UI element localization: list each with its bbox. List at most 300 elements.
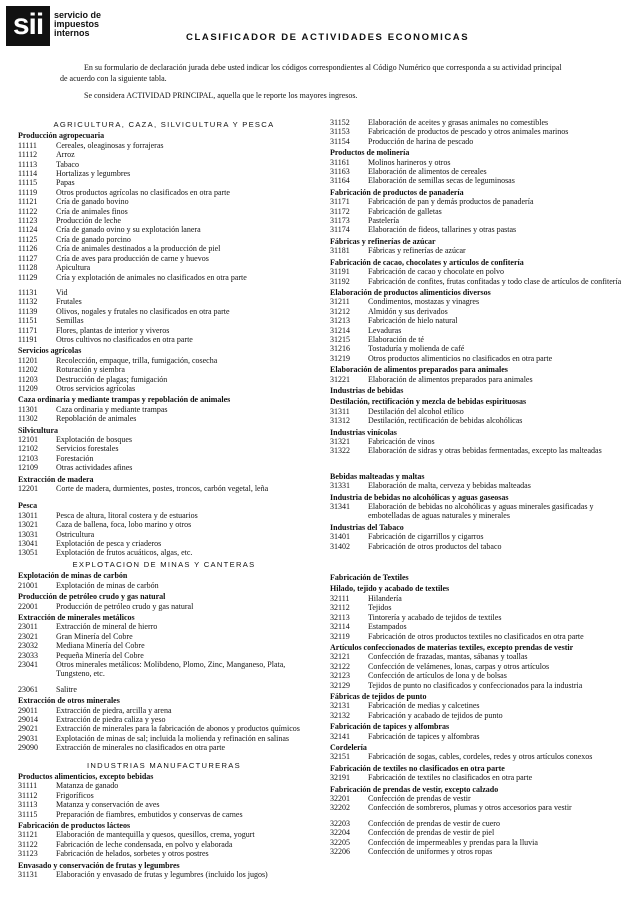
- activity-code: 31215: [330, 334, 350, 344]
- group-heading: Productos alimenticios, excepto bebidas: [18, 772, 154, 781]
- activity-label: Elaboración de semillas secas de leguminosas: [368, 176, 515, 186]
- activity-code: 31161: [330, 157, 350, 167]
- activity-code: 31216: [330, 344, 350, 354]
- activity-row: [18, 435, 310, 444]
- activity-label: Confección de prendas de vestir de cuero: [368, 818, 500, 828]
- activity-code: 23011: [18, 622, 38, 632]
- activity-label: Almidón y sus derivados: [368, 306, 448, 316]
- sii-logo: [6, 6, 126, 46]
- activity-row: [18, 548, 310, 557]
- activity-row: [18, 263, 310, 272]
- group-heading: Fabricación de productos lácteos: [18, 821, 131, 831]
- logo-line: internos: [54, 28, 90, 38]
- activity-label: Extracción de piedra, arcilla y arena: [56, 705, 172, 715]
- group-heading: Servicios agrícolas: [18, 346, 82, 356]
- activity-label: Cría de animales destinados a la producción de piel: [56, 244, 221, 254]
- activity-row: [330, 773, 622, 782]
- activity-label: Elaboración de alimentos preparados para animales: [368, 374, 533, 384]
- activity-row: [330, 613, 622, 622]
- group-heading: Destilación, rectificación y mezcla de bebidas espirituosas: [330, 397, 527, 407]
- activity-label: Confección de velámenes, lonas, carpas y otros artículos: [368, 661, 550, 671]
- activity-row: [18, 715, 310, 724]
- activity-label: Cría de aves para producción de carne y huevos: [56, 253, 209, 263]
- activity-code: 29090: [18, 743, 38, 753]
- activity-label: Repoblación de animales: [56, 414, 137, 424]
- activity-label: Confección de sombreros, plumas y otros accesorios para vestir: [368, 803, 572, 813]
- activity-row: [18, 641, 310, 650]
- activity-label: Producción de harina de pescado: [368, 136, 474, 146]
- activity-row: [330, 158, 622, 167]
- activity-code: 31219: [330, 353, 350, 363]
- activity-row: [330, 681, 622, 690]
- activity-label: Explotación de pesca y criaderos: [56, 539, 162, 549]
- activity-label: Cereales, oleaginosas y forrajeras: [56, 140, 164, 150]
- activity-row: [18, 800, 310, 809]
- activity-row: [330, 532, 622, 541]
- activity-code: 32122: [330, 661, 350, 671]
- activity-row: [330, 732, 622, 741]
- activity-row: [18, 365, 310, 374]
- activity-code: 11191: [18, 334, 38, 344]
- activity-row: [330, 277, 622, 286]
- activity-code: 12102: [18, 444, 38, 454]
- spacer: [330, 551, 622, 565]
- activity-label: Elaboración de té: [368, 334, 424, 344]
- activity-row: [18, 530, 310, 539]
- activity-label: Otros productos agrícolas no clasificados en otra parte: [56, 187, 230, 197]
- activity-row: [330, 197, 622, 206]
- logo-line: servicio de: [54, 10, 102, 20]
- activity-row: [18, 830, 310, 839]
- activity-label: Destrucción de plagas; fumigación: [56, 374, 168, 384]
- left-column: [18, 118, 310, 879]
- activity-row: [18, 316, 310, 325]
- activity-row: [330, 819, 622, 828]
- activity-code: 22001: [18, 601, 38, 611]
- activity-label: Pequeña Minería del Cobre: [56, 650, 144, 660]
- activity-code: 32119: [330, 631, 350, 641]
- activity-label: Tejidos: [368, 603, 392, 613]
- group-heading: Fabricación de tapices y alfombras: [330, 722, 450, 732]
- activity-code: 32123: [330, 671, 350, 681]
- group-heading: Caza ordinaria y mediante trampas y repoblación de animales: [18, 395, 231, 405]
- activity-code: 32151: [330, 752, 350, 762]
- logo-text: [54, 11, 126, 38]
- activity-row: [18, 520, 310, 529]
- activity-label: Fabricación de helados, sorbetes y otros postres: [56, 849, 209, 859]
- activity-label: Olivos, nogales y frutales no clasificados en otra parte: [56, 306, 230, 316]
- spacer: [330, 565, 622, 571]
- group-heading: Fabricación de cacao, chocolates y artículos de confitería: [330, 257, 524, 267]
- activity-label: Otros cultivos no clasificados en otra parte: [56, 334, 193, 344]
- activity-code: 31122: [18, 839, 38, 849]
- activity-row: [18, 375, 310, 384]
- activity-row: [18, 207, 310, 216]
- activity-label: Levaduras: [368, 325, 402, 335]
- group-heading: Industria de bebidas no alcohólicas y aguas gaseosas: [330, 492, 509, 502]
- activity-row: [18, 706, 310, 715]
- activity-code: 32132: [330, 710, 350, 720]
- section-heading: EXPLOTACION DE MINAS Y CANTERAS: [72, 559, 256, 569]
- activity-label: Elaboración y envasado de frutas y legumbres (incluido los jugos): [56, 870, 268, 880]
- activity-row: [18, 810, 310, 819]
- activity-code: 31211: [330, 297, 350, 307]
- group-heading: Fabricación de textiles no clasificados en otra parte: [330, 763, 505, 773]
- group-heading: Fábricas y refinerías de azúcar: [330, 236, 436, 246]
- activity-label: Fabricación de leche condensada, en polvo y elaborada: [56, 839, 233, 849]
- group-heading: Extracción de madera: [18, 474, 94, 484]
- activity-row: [330, 594, 622, 603]
- activity-label: Explotación de minas de carbón: [56, 580, 159, 590]
- activity-code: 31115: [18, 809, 38, 819]
- activity-code: 32129: [330, 680, 350, 690]
- activity-label: Hortalizas y legumbres: [56, 169, 131, 179]
- group-heading: Cordelería: [330, 742, 367, 752]
- activity-code: 31174: [330, 225, 350, 235]
- activity-row: [330, 176, 622, 185]
- activity-code: 11131: [18, 287, 38, 297]
- activity-row: [18, 414, 310, 423]
- activity-code: 11127: [18, 253, 38, 263]
- activity-row: [330, 246, 622, 255]
- activity-label: Matanza y conservación de aves: [56, 800, 160, 810]
- activity-label: Explotación de minas de sal; incluida la molienda y refinación en salinas: [56, 733, 290, 743]
- activity-row: [330, 502, 622, 521]
- activity-label: Otras actividades afines: [56, 463, 133, 473]
- activity-row: [18, 581, 310, 590]
- activity-row: [330, 354, 622, 363]
- activity-row: [18, 288, 310, 297]
- activity-row: [18, 169, 310, 178]
- activity-row: [18, 244, 310, 253]
- activity-code: 32203: [330, 818, 350, 828]
- activity-code: 32202: [330, 803, 350, 813]
- activity-row: [330, 847, 622, 856]
- group-heading: Extracción de minerales metálicos: [18, 612, 135, 622]
- activity-label: Extracción de piedra caliza y yeso: [56, 714, 166, 724]
- intro-paragraph: Se considera ACTIVIDAD PRINCIPAL, aquella que le reporte los mayores ingresos.: [84, 91, 358, 100]
- activity-label: Confección de uniformes y otros ropas: [368, 847, 493, 857]
- activity-row: [330, 316, 622, 325]
- activity-row: [330, 603, 622, 612]
- activity-label: Matanza de ganado: [56, 781, 119, 791]
- activity-code: 31154: [330, 136, 350, 146]
- activity-code: 11121: [18, 197, 38, 207]
- activity-label: Flores, plantas de interior y viveros: [56, 325, 170, 335]
- activity-code: 31192: [330, 276, 350, 286]
- activity-row: [18, 734, 310, 743]
- activity-label: Pesca de altura, litoral costera y de estuarios: [56, 510, 198, 520]
- activity-row: [330, 437, 622, 446]
- activity-row: [330, 481, 622, 490]
- activity-label: Recolección, empaque, trilla, fumigación, cosecha: [56, 355, 218, 365]
- group-heading: Fabricación de prendas de vestir, excepto calzado: [330, 784, 499, 794]
- activity-code: 31181: [330, 246, 350, 256]
- activity-code: 31401: [330, 532, 350, 542]
- activity-code: 32191: [330, 773, 350, 783]
- activity-code: 11129: [18, 272, 38, 282]
- activity-label: Elaboración de fideos, tallarines y otras pastas: [368, 225, 517, 235]
- activity-row: [330, 407, 622, 416]
- activity-code: 11119: [18, 187, 38, 197]
- activity-code: 11125: [18, 234, 38, 244]
- activity-row: [18, 356, 310, 365]
- activity-row: [18, 685, 310, 694]
- activity-code: 31221: [330, 374, 350, 384]
- activity-code: 23033: [18, 650, 38, 660]
- activity-row: [330, 416, 622, 425]
- group-heading: Fabricación de productos de panadería: [330, 187, 464, 197]
- intro-paragraph: En su formulario de declaración jurada debe usted indicar los códigos correspondientes al Código Numérico que corresponda a su actividad principal de acuerdo con la siguiente tabla.: [60, 63, 562, 83]
- activity-label: Extracción de mineral de hierro: [56, 622, 158, 632]
- activity-row: [18, 216, 310, 225]
- activity-code: 11171: [18, 325, 38, 335]
- activity-code: 12109: [18, 463, 38, 473]
- activity-row: [18, 622, 310, 631]
- activity-code: 12103: [18, 453, 38, 463]
- activity-label: Fabricación de textiles no clasificados en otra parte: [368, 773, 533, 783]
- activity-code: 31121: [18, 830, 38, 840]
- group-heading: Fábricas de tejidos de punto: [330, 691, 427, 701]
- activity-label: Producción de petróleo crudo y gas natural: [56, 601, 194, 611]
- group-heading: Envasado y conservación de frutas y legumbres: [18, 860, 180, 870]
- activity-row: [330, 167, 622, 176]
- activity-code: 31173: [330, 216, 350, 226]
- activity-label: Vid: [56, 287, 68, 297]
- activity-code: 31171: [330, 197, 350, 207]
- activity-label: Caza de ballena, foca, lobo marino y otros: [56, 520, 192, 530]
- activity-code: 31322: [330, 446, 350, 456]
- activity-code: 31331: [330, 481, 350, 491]
- activity-code: 31113: [18, 800, 38, 810]
- activity-code: 32204: [330, 828, 350, 838]
- activity-row: [330, 711, 622, 720]
- activity-code: 11122: [18, 206, 38, 216]
- activity-row: [18, 235, 310, 244]
- activity-label: Confección de frazadas, mantas, sábanas y toallas: [368, 652, 528, 662]
- activity-label: Fábricas y refinerías de azúcar: [368, 246, 466, 256]
- activity-row: [18, 273, 310, 282]
- activity-row: [18, 150, 310, 159]
- activity-label: Fabricación de galletas: [368, 206, 442, 216]
- activity-row: [330, 335, 622, 344]
- group-heading: Elaboración de alimentos preparados para animales: [330, 365, 508, 375]
- activity-code: 32121: [330, 652, 350, 662]
- activity-label: Forestación: [56, 453, 94, 463]
- activity-code: 32131: [330, 701, 350, 711]
- activity-code: 23061: [18, 684, 38, 694]
- activity-code: 31163: [330, 167, 350, 177]
- activity-row: [18, 724, 310, 733]
- activity-label: Arroz: [56, 150, 75, 160]
- activity-code: 13021: [18, 520, 38, 530]
- activity-code: 29014: [18, 714, 38, 724]
- activity-label: Fabricación de otros productos del tabaco: [368, 541, 502, 551]
- group-heading: Extracción de otros minerales: [18, 696, 120, 706]
- activity-code: 32113: [330, 612, 350, 622]
- activity-label: Fabricación de vinos: [368, 437, 435, 446]
- group-heading: Fabricación de Textiles: [330, 573, 409, 583]
- activity-label: Papas: [56, 178, 75, 188]
- activity-row: [330, 307, 622, 316]
- activity-label: Fabricación y acabado de tejidos de punto: [368, 710, 503, 720]
- group-heading: Silvicultura: [18, 425, 59, 435]
- activity-code: 29031: [18, 733, 38, 743]
- activity-code: 31212: [330, 306, 350, 316]
- activity-label: Cría y explotación de animales no clasificados en otra parte: [56, 272, 247, 282]
- activity-label: Tintorería y acabado de tejidos de textiles: [368, 612, 502, 622]
- activity-code: 11302: [18, 414, 38, 424]
- activity-code: 32201: [330, 794, 350, 803]
- activity-code: 11139: [18, 306, 38, 316]
- group-heading: Industrias vinícolas: [330, 427, 397, 437]
- activity-code: 31172: [330, 206, 350, 216]
- activity-row: [18, 384, 310, 393]
- activity-row: [330, 225, 622, 234]
- spacer: [18, 753, 310, 759]
- activity-row: [18, 781, 310, 790]
- activity-row: [330, 701, 622, 710]
- activity-code: 31311: [330, 406, 350, 416]
- activity-label: Cría de ganado ovino y su explotación lanera: [56, 225, 201, 235]
- activity-label: Otros productos alimenticios no clasificados en otra parte: [368, 353, 553, 363]
- activity-label: Fabricación de medias y calcetines: [368, 701, 480, 711]
- activity-code: 11202: [18, 365, 38, 375]
- activity-label: Tabaco: [56, 159, 79, 169]
- activity-code: 32206: [330, 847, 350, 857]
- activity-row: [18, 444, 310, 453]
- activity-label: Tostaduría y molienda de café: [368, 344, 465, 354]
- activity-code: 31213: [330, 316, 350, 326]
- activity-row: [330, 207, 622, 216]
- activity-row: [330, 375, 622, 384]
- spacer: [330, 456, 622, 470]
- activity-code: 23021: [18, 631, 38, 641]
- activity-row: [18, 454, 310, 463]
- activity-code: 32111: [330, 593, 350, 603]
- activity-row: [18, 660, 310, 679]
- activity-label: Cría de ganado porcino: [56, 234, 131, 244]
- activity-code: 11201: [18, 355, 38, 365]
- activity-label: Extracción de minerales para la fabricación de abonos y productos químicos: [56, 724, 300, 734]
- group-heading: Industrias de bebidas: [330, 385, 404, 395]
- activity-code: 11111: [18, 140, 37, 150]
- activity-code: 31131: [18, 870, 38, 880]
- group-heading: Productos de molinería: [330, 148, 410, 158]
- activity-row: [330, 118, 622, 127]
- activity-label: Salitre: [56, 684, 77, 694]
- activity-code: 31164: [330, 176, 350, 186]
- activity-label: Hilandería: [368, 593, 402, 603]
- activity-row: [330, 344, 622, 353]
- activity-code: 11151: [18, 316, 38, 326]
- activity-label: Otros servicios agrícolas: [56, 383, 136, 393]
- activity-row: [18, 297, 310, 306]
- activity-code: 32114: [330, 622, 350, 632]
- activity-code: 31312: [330, 416, 350, 426]
- right-column: [330, 118, 622, 856]
- activity-code: 12101: [18, 435, 38, 444]
- activity-label: Explotación de frutos acuáticos, algas, etc.: [56, 548, 193, 558]
- activity-row: [330, 127, 622, 136]
- activity-code: 11114: [18, 169, 38, 179]
- section-heading: INDUSTRIAS MANUFACTURERAS: [86, 760, 241, 770]
- logo-mark: sii: [6, 6, 50, 46]
- activity-code: 13051: [18, 548, 38, 558]
- activity-label: Fabricación de sogas, cables, cordeles, redes y otros artículos conexos: [368, 752, 593, 762]
- activity-code: 31191: [330, 267, 350, 277]
- activity-code: 11124: [18, 225, 38, 235]
- activity-row: [330, 326, 622, 335]
- group-heading: Elaboración de productos alimenticios diversos: [330, 287, 491, 297]
- activity-code: 13031: [18, 529, 38, 539]
- activity-code: 32141: [330, 731, 350, 741]
- activity-row: [330, 652, 622, 661]
- activity-label: Caza ordinaria y mediante trampas: [56, 404, 168, 414]
- activity-row: [18, 870, 310, 879]
- activity-code: 31152: [330, 118, 350, 127]
- activity-row: [330, 297, 622, 306]
- activity-row: [18, 335, 310, 344]
- activity-row: [330, 803, 622, 812]
- activity-row: [18, 326, 310, 335]
- activity-row: [18, 651, 310, 660]
- group-heading: Industrias del Tabaco: [330, 522, 404, 532]
- activity-code: 31123: [18, 849, 38, 859]
- activity-row: [18, 178, 310, 187]
- activity-row: [18, 840, 310, 849]
- activity-label: Confección de artículos de lona y de bolsas: [368, 671, 507, 681]
- activity-row: [18, 602, 310, 611]
- activity-code: 11126: [18, 244, 38, 254]
- section-heading: AGRICULTURA, CAZA, SILVICULTURA Y PESCA: [53, 120, 275, 129]
- activity-row: [18, 484, 310, 493]
- activity-row: [18, 632, 310, 641]
- activity-label: Fabricación de cacao y chocolate en polvo: [368, 267, 504, 277]
- activity-code: 31153: [330, 127, 350, 137]
- activity-row: [18, 307, 310, 316]
- activity-label: Semillas: [56, 316, 84, 326]
- activity-row: [18, 197, 310, 206]
- activity-label: Fabricación de hielo natural: [368, 316, 458, 326]
- activity-label: Apicultura: [56, 263, 91, 273]
- activity-label: Explotación de bosques: [56, 435, 132, 444]
- activity-label: Elaboración de bebidas no alcohólicas y aguas minerales gasificadas y embotelladas de aguas naturales y minerales: [368, 502, 594, 521]
- activity-label: Condimentos, mostazas y vinagres: [368, 297, 480, 307]
- activity-label: Fabricación de productos de pescado y otros animales marinos: [368, 127, 569, 137]
- activity-label: Frigoríficos: [56, 790, 94, 800]
- activity-label: Confección de prendas de vestir: [368, 794, 471, 803]
- activity-code: 31402: [330, 541, 350, 551]
- activity-code: 31321: [330, 437, 350, 446]
- activity-label: Destilación, rectificación de bebidas alcohólicas: [368, 416, 523, 426]
- page-title: CLASIFICADOR DE ACTIVIDADES ECONOMICAS: [186, 32, 470, 43]
- activity-row: [330, 216, 622, 225]
- activity-code: 13041: [18, 539, 38, 549]
- activity-row: [18, 160, 310, 169]
- activity-row: [18, 511, 310, 520]
- group-heading: Explotación de minas de carbón: [18, 571, 128, 581]
- activity-label: Extracción de minerales no clasificados en otra parte: [56, 743, 226, 753]
- activity-row: [330, 632, 622, 641]
- activity-row: [18, 254, 310, 263]
- activity-label: Otros minerales metálicos: Molibdeno, Plomo, Zinc, Manganeso, Plata, Tungsteno, etc.: [56, 659, 286, 679]
- group-heading: Producción agropecuaria: [18, 131, 105, 141]
- group-heading: Hilado, tejido y acabado de textiles: [330, 584, 450, 594]
- activity-code: 32205: [330, 837, 350, 847]
- activity-row: [330, 671, 622, 680]
- activity-row: [330, 752, 622, 761]
